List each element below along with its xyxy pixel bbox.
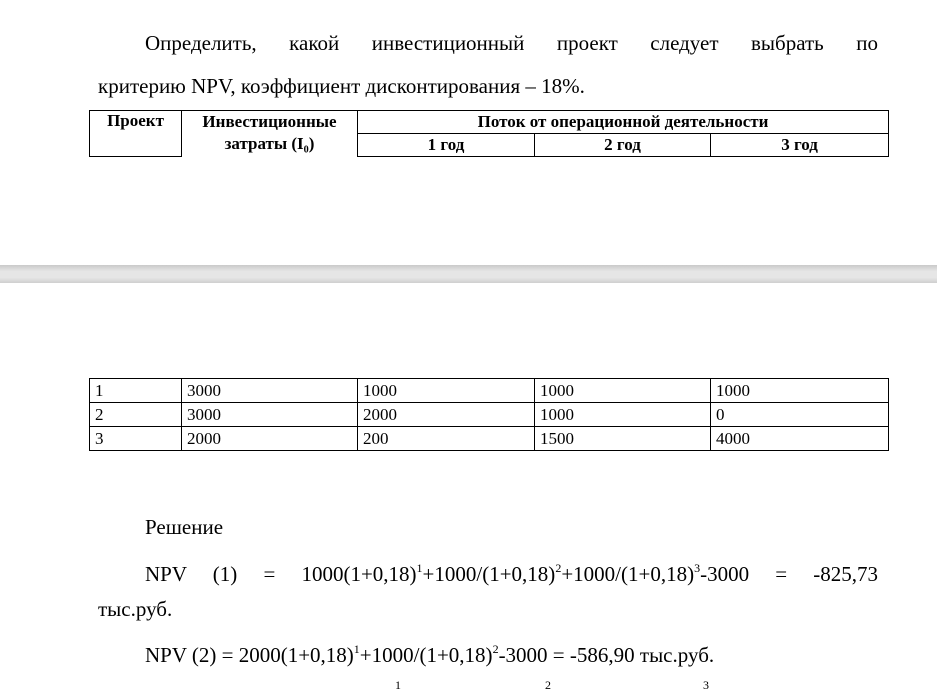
cell-year-3: 1000 (711, 379, 889, 403)
header-year-3: 3 год (711, 134, 889, 157)
header-investment-line1: Инвестиционные (202, 112, 337, 131)
cell-year-3: 0 (711, 403, 889, 427)
npv3-power-1: 1 (395, 678, 401, 692)
header-investment (182, 111, 358, 157)
npv1-power-2: 2 (555, 561, 562, 575)
npv2-power-2: 2 (492, 642, 499, 656)
header-year-1: 1 год (358, 134, 535, 157)
header-row-1 (90, 111, 889, 134)
cell-year-3: 4000 (711, 427, 889, 451)
data-table (89, 378, 889, 451)
cell-year-1: 200 (358, 427, 535, 451)
cell-project: 1 (90, 379, 182, 403)
table-row (90, 403, 889, 427)
document-page-2 (0, 283, 937, 692)
table-row (90, 379, 889, 403)
header-project: Проект (90, 111, 182, 157)
cell-investment: 3000 (182, 403, 358, 427)
cell-project: 3 (90, 427, 182, 451)
npv1-formula (145, 557, 878, 586)
npv1-term-3: +1000/(1+0,18) (561, 562, 695, 586)
document-page-1 (0, 0, 937, 265)
npv1-unit: тыс.руб. (98, 597, 173, 621)
npv2-label: NPV (2) = 2000(1+0,18) (145, 643, 354, 667)
table-row (90, 427, 889, 451)
cell-year-1: 1000 (358, 379, 535, 403)
header-cashflow: Поток от операционной деятельности (358, 111, 889, 134)
npv3-power-2: 2 (545, 678, 551, 692)
page-separator (0, 265, 937, 283)
cell-year-1: 2000 (358, 403, 535, 427)
header-investment-line2: затраты (I₀) (224, 134, 315, 153)
cell-year-2: 1000 (535, 379, 711, 403)
npv3-power-3: 3 (703, 678, 709, 692)
solution-title: Решение (145, 515, 224, 539)
cell-year-2: 1000 (535, 403, 711, 427)
header-table (89, 110, 889, 157)
cell-investment: 3000 (182, 379, 358, 403)
cell-year-2: 1500 (535, 427, 711, 451)
npv2-term-2: +1000/(1+0,18) (359, 643, 493, 667)
cell-investment: 2000 (182, 427, 358, 451)
npv2-power-1: 1 (353, 642, 360, 656)
header-year-2: 2 год (535, 134, 711, 157)
npv1-term-2: +1000/(1+0,18) (422, 562, 556, 586)
npv1-label: NPV (1) = 1000(1+0,18) (145, 562, 417, 586)
npv1-power-1: 1 (416, 561, 423, 575)
cell-project: 2 (90, 403, 182, 427)
task-text-line-1: Определить, какой инвестиционный проект следует выбрать по (145, 31, 878, 55)
task-text-line-2: критерию NPV, коэффициент дисконтирования – 18%. (98, 74, 585, 98)
npv1-result: -3000 = -825,73 (700, 562, 878, 586)
npv2-formula (145, 638, 714, 667)
npv2-result: -3000 = -586,90 тыс.руб. (498, 643, 715, 667)
npv1-power-3: 3 (694, 561, 701, 575)
